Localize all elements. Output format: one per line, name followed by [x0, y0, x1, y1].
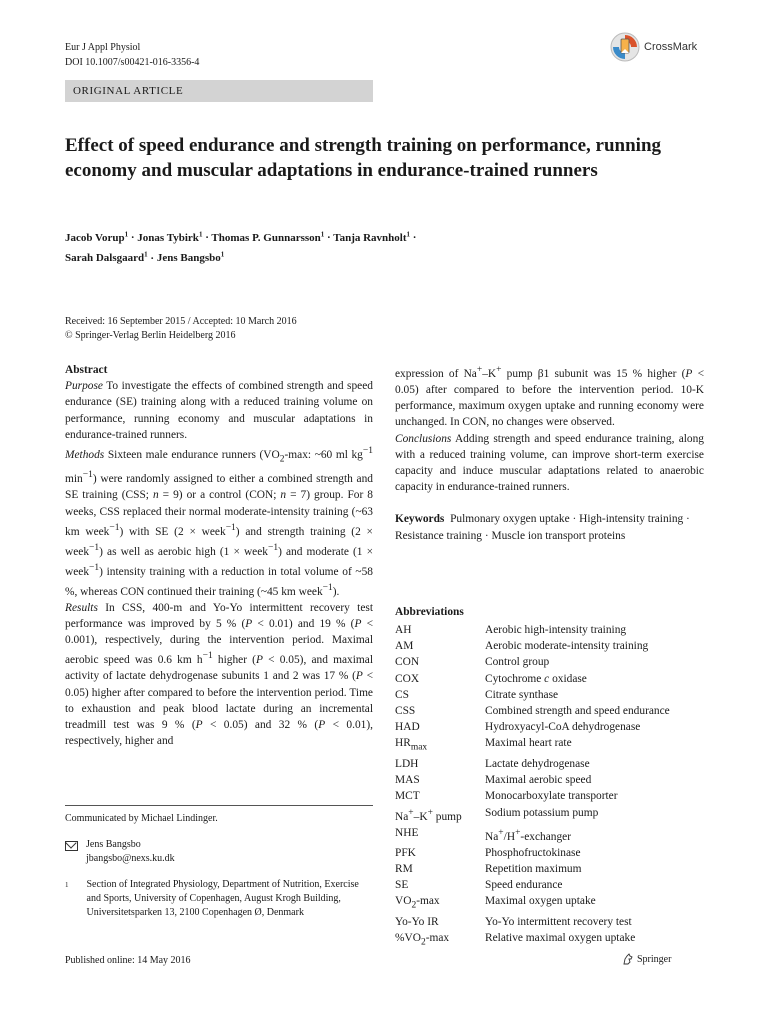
author-name[interactable]: Tanja Ravnholt$^1$ — [333, 230, 411, 244]
abbreviation-definition: Citrate synthase — [485, 688, 559, 701]
results-label: Results — [65, 601, 98, 614]
author-affiliation-mark: 1 — [220, 250, 225, 259]
abbreviation-term: $\%VO_2-\max$ — [395, 931, 450, 948]
purpose-text: To investigate the effects of combined strength and speed endurance (SE) training along with a reduced training volume on performance, running economy and muscular adaptations in endurance-trained runners. — [65, 380, 373, 441]
abbreviation-term: COX — [395, 672, 420, 685]
communicated-by: Communicated by Michael Lindinger. — [65, 813, 218, 824]
author-name[interactable]: Jens Bangsbo$^1$ — [156, 250, 225, 265]
abbreviations-table — [395, 622, 704, 950]
abbreviation-row — [395, 845, 704, 861]
author-name[interactable]: Sarah Dalsgaard$^1$ — [65, 250, 148, 265]
corresponding-email[interactable]: jbangsbo@nexs.ku.dk — [86, 853, 175, 864]
abbreviation-row — [395, 825, 704, 845]
author-affiliation-mark: 1 — [406, 230, 411, 238]
abbreviation-row — [395, 671, 704, 687]
abbreviation-definition: Control group — [485, 656, 550, 669]
abbreviation-term: LDH — [395, 757, 419, 770]
author-affiliation-mark: 1 — [124, 230, 129, 238]
footnote-divider — [65, 805, 373, 806]
publisher-logo[interactable] — [622, 953, 671, 965]
author-name[interactable]: Jonas Tybirk$^1$ — [137, 230, 203, 244]
correspondence — [65, 838, 373, 866]
abstract-left — [65, 362, 373, 749]
abbreviation-definition: Sodium potassium pump — [485, 806, 599, 819]
abbreviation-term: MCT — [395, 790, 420, 803]
abbreviation-row — [395, 756, 704, 772]
keywords-label: Keywords — [395, 513, 445, 526]
methods-label: Methods — [65, 448, 105, 461]
author-affiliation-mark: 1 — [144, 250, 148, 259]
abbreviation-definition: Maximal heart rate — [485, 737, 572, 750]
abbreviation-row — [395, 622, 704, 638]
results-text: In CSS, 400-m and Yo-Yo intermittent recovery test performance was improved by 5 % (P < 0.01) and 19 % (P < 0.001), respectively, during the intervention period. Maximal aerobic speed was 0.6 km $h^{-1}$ higher (P < 0.05), and maximal activity of lactate dehydrogenase subunits 1 and 2 was 17 % (P < 0.05) higher after compared to before the intervention period. Time to exhaustion and peak blood lactate during an incremental treadmill test was 9 % (P < 0.05) and 32 % (P < 0.01), respectively, higher and — [65, 601, 374, 748]
published-online: Published online: 14 May 2016 — [65, 955, 191, 966]
abbreviation-definition: Maximal aerobic speed — [485, 774, 592, 787]
abbreviation-row — [395, 735, 704, 755]
abbreviation-row — [395, 805, 704, 825]
abbreviation-term: $HR_{max}$ — [395, 737, 428, 753]
abbreviation-definition: Lactate dehydrogenase — [485, 757, 590, 770]
abbreviation-term: RM — [395, 862, 413, 875]
results-paragraph — [65, 600, 373, 750]
abbreviation-definition: Relative maximal oxygen uptake — [485, 931, 636, 944]
abbreviation-definition: Hydroxyacyl-CoA dehydrogenase — [485, 721, 641, 734]
author-list: Jacob Vorup$^1$ · Jonas Tybirk$^1$ · Thomas P. Gunnarsson$^1$ · Tanja Ravnholt$^1$ · Sarah Dalsgaard$^1$ · Jens Bangsbo$^1$ — [65, 230, 417, 265]
received-accepted: Received: 16 September 2015 / Accepted: 10 March 2016 — [65, 316, 297, 327]
abbreviation-row — [395, 772, 704, 788]
author-name[interactable]: Jacob Vorup$^1$ — [65, 230, 129, 244]
abbreviation-definition: Cytochrome c oxidase — [485, 672, 587, 685]
abbreviation-term: CSS — [395, 705, 416, 718]
abbreviation-term: CON — [395, 656, 420, 669]
keywords-text: Pulmonary oxygen uptake · High-intensity training · Resistance training · Muscle ion transport proteins — [395, 513, 690, 542]
abbreviation-row — [395, 703, 704, 719]
abbreviation-term: Na+–K+ pump — [395, 807, 462, 823]
abbreviation-term: MAS — [395, 774, 420, 787]
abbreviations-heading: Abbreviations — [395, 606, 464, 618]
abbreviation-term: AH — [395, 624, 412, 636]
conclusions-paragraph — [395, 431, 704, 496]
abstract-heading: Abstract — [65, 364, 108, 376]
author-affiliation-mark: 1 — [198, 230, 203, 238]
abbreviation-term: SE — [395, 878, 409, 891]
affiliation-number: 1 — [65, 881, 69, 889]
corresponding-author: Jens Bangsbo — [86, 839, 141, 850]
author-name[interactable]: Thomas P. Gunnarsson$^1$ — [211, 230, 325, 244]
abbreviation-definition: Repetition maximum — [485, 862, 582, 875]
abbreviation-row — [395, 788, 704, 804]
purpose-label: Purpose — [65, 380, 103, 393]
affiliation-text: Section of Integrated Physiology, Department of Nutrition, Exercise and Sports, University of Copenhagen, August Krogh Building, Universitetsparken 13, 2100 Copenhagen Ø, Denmark — [86, 879, 359, 918]
abbreviation-row — [395, 719, 704, 735]
springer-horse-icon — [622, 953, 634, 965]
crossmark-badge[interactable] — [610, 32, 697, 62]
methods-paragraph — [65, 443, 373, 600]
methods-text: Sixteen male endurance runners ($VO_2-\max$: ~60 ml $kg^{-1}$ $\min^{-1}$) were randomly assigned to either a combined strength and SE training (CSS; n = 9) or a control (CON; n = 7) group. For 8 weeks, CSS replaced their normal moderate-intensity training (~63 km week$^{-1}$) with SE (2 × week$^{-1}$) and strength training (2 × week$^{-1}$) as well as aerobic high (1 × week$^{-1}$) and moderate (1 × week$^{-1}$) intensity training with a reduction in total volume of ~58 %, whereas CON continued their training (~45 km week$^{-1}$). — [65, 446, 374, 598]
abbreviation-definition: Yo-Yo intermittent recovery test — [485, 915, 632, 928]
affiliation — [65, 878, 373, 920]
abbreviation-row — [395, 861, 704, 877]
article-type-banner: ORIGINAL ARTICLE — [65, 80, 373, 102]
abbreviation-definition: Na+/H+-exchanger — [485, 827, 572, 843]
abbreviation-row — [395, 914, 704, 930]
crossmark-label: CrossMark — [644, 41, 698, 53]
dates-block — [65, 315, 465, 343]
abbreviation-term: NHE — [395, 826, 419, 839]
author-affiliation-mark: 1 — [320, 230, 325, 238]
copyright: © Springer-Verlag Berlin Heidelberg 2016 — [65, 330, 236, 341]
abstract-right — [395, 362, 704, 544]
abbreviation-definition: Aerobic high-intensity training — [485, 624, 627, 636]
abbreviation-term: PFK — [395, 846, 416, 859]
abbreviation-definition: Monocarboxylate transporter — [485, 790, 618, 803]
abbreviation-row — [395, 687, 704, 703]
abbreviation-row — [395, 893, 704, 913]
journal-header — [65, 40, 199, 70]
abbreviation-term: Yo-Yo IR — [395, 915, 439, 928]
abbreviation-definition: Aerobic moderate-intensity training — [485, 640, 649, 653]
abbreviation-definition: Maximal oxygen uptake — [485, 895, 596, 908]
envelope-icon — [65, 841, 78, 851]
results-continued: expression of Na+–K+ pump β1 subunit was 15 % higher (P < 0.05) after compared to before the intervention period. 10-K performance, maximum oxygen uptake and running economy were unchanged. In CON, no changes were observed. — [395, 365, 704, 429]
abbreviation-definition: Phosphofructokinase — [485, 846, 581, 859]
conclusions-text: Adding strength and speed endurance training, along with a reduced training volume, can improve short-term exercise capacity and induce muscular adaptations related to anaerobic capacity in endurance-trained runners. — [395, 432, 704, 494]
abbreviation-term: AM — [395, 640, 414, 653]
article-title: Effect of speed endurance and strength training on performance, running economy and muscular adaptations in endurance-trained runners — [65, 135, 662, 181]
abbreviation-definition: Combined strength and speed endurance — [485, 705, 670, 718]
keywords-paragraph — [395, 511, 704, 543]
publisher-label: Springer — [637, 953, 672, 965]
doi[interactable]: DOI 10.1007/s00421-016-3356-4 — [65, 57, 200, 68]
journal-name: Eur J Appl Physiol — [65, 42, 141, 53]
abbreviation-term: CS — [395, 688, 409, 701]
abbreviation-term: HAD — [395, 721, 420, 734]
abbreviation-row — [395, 638, 704, 654]
abbreviation-definition: Speed endurance — [485, 878, 563, 891]
crossmark-icon — [610, 32, 640, 62]
abbreviation-row — [395, 654, 704, 670]
abbreviation-term: $VO_2-\max$ — [395, 895, 440, 911]
abbreviation-row — [395, 930, 704, 950]
purpose-paragraph — [65, 378, 373, 443]
abbreviation-row — [395, 877, 704, 893]
conclusions-label: Conclusions — [395, 432, 452, 445]
